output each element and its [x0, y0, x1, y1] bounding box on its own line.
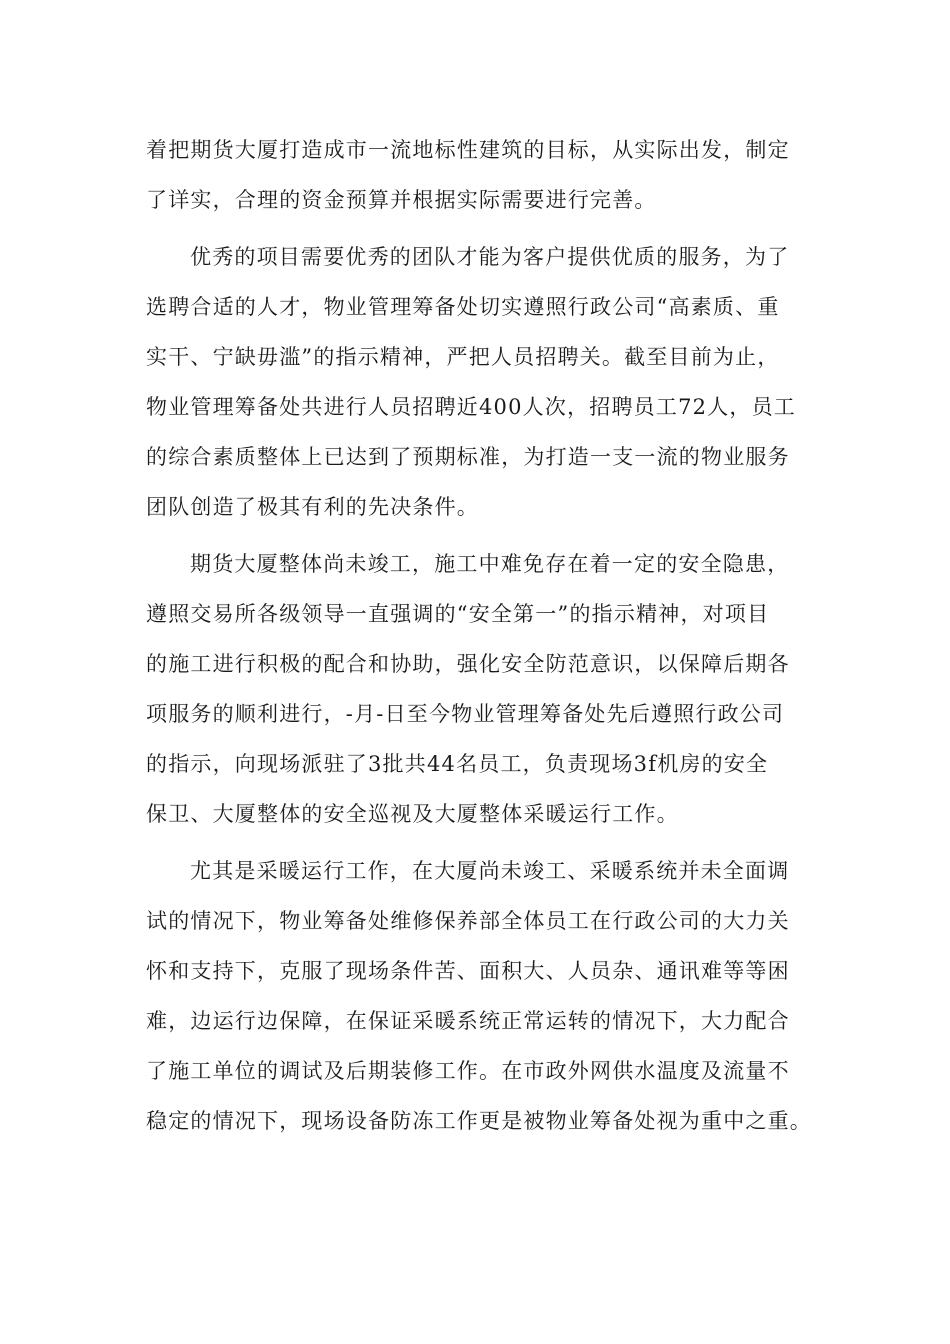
- text-line: 实干、宁缺毋滥”的指示精神，严把人员招聘关。截至目前为止，: [146, 345, 780, 369]
- text-line: 怀和支持下，克服了现场条件苦、面积大、人员杂、通讯难等等困: [146, 959, 790, 983]
- text-line: 稳定的情况下，现场设备防冻工作更是被物业筹备处视为重中之重。: [146, 1109, 812, 1133]
- text-line: 难，边运行边保障，在保证采暖系统正常运转的情况下，大力配合: [146, 1009, 790, 1033]
- text-line: 了详实，合理的资金预算并根据实际需要进行完善。: [146, 188, 657, 212]
- text-line: 了施工单位的调试及后期装修工作。在市政外网供水温度及流量不: [146, 1059, 790, 1083]
- text-line: 项服务的顺利进行，-月-日至今物业管理筹备处先后遵照行政公司: [146, 702, 785, 726]
- text-line: 试的情况下，物业筹备处维修保养部全体员工在行政公司的大力关: [146, 909, 790, 933]
- text-line: 选聘合适的人才，物业管理筹备处切实遵照行政公司“高素质、重: [146, 295, 780, 319]
- paragraph-first-line: 期货大厦整体尚未竣工，施工中难免存在着一定的安全隐患，: [190, 552, 790, 576]
- text-line: 物业管理筹备处共进行人员招聘近400人次，招聘员工72人，员工: [146, 395, 797, 419]
- text-line: 着把期货大厦打造成市一流地标性建筑的目标，从实际出发，制定: [146, 138, 790, 162]
- text-line: 的指示，向现场派驻了3批共44名员工，负责现场3f机房的安全: [146, 752, 769, 776]
- text-line: 的施工进行积极的配合和协助，强化安全防范意识，以保障后期各: [146, 652, 790, 676]
- paragraph-first-line: 尤其是采暖运行工作，在大厦尚未竣工、采暖系统并未全面调: [190, 859, 790, 883]
- text-line: 遵照交易所各级领导一直强调的“安全第一”的指示精神，对项目: [146, 602, 770, 626]
- text-line: 团队创造了极其有利的先决条件。: [146, 495, 479, 519]
- paragraph-first-line: 优秀的项目需要优秀的团队才能为客户提供优质的服务，为了: [190, 245, 790, 269]
- text-line: 保卫、大厦整体的安全巡视及大厦整体采暖运行工作。: [146, 802, 679, 826]
- text-line: 的综合素质整体上已达到了预期标准，为打造一支一流的物业服务: [146, 445, 790, 469]
